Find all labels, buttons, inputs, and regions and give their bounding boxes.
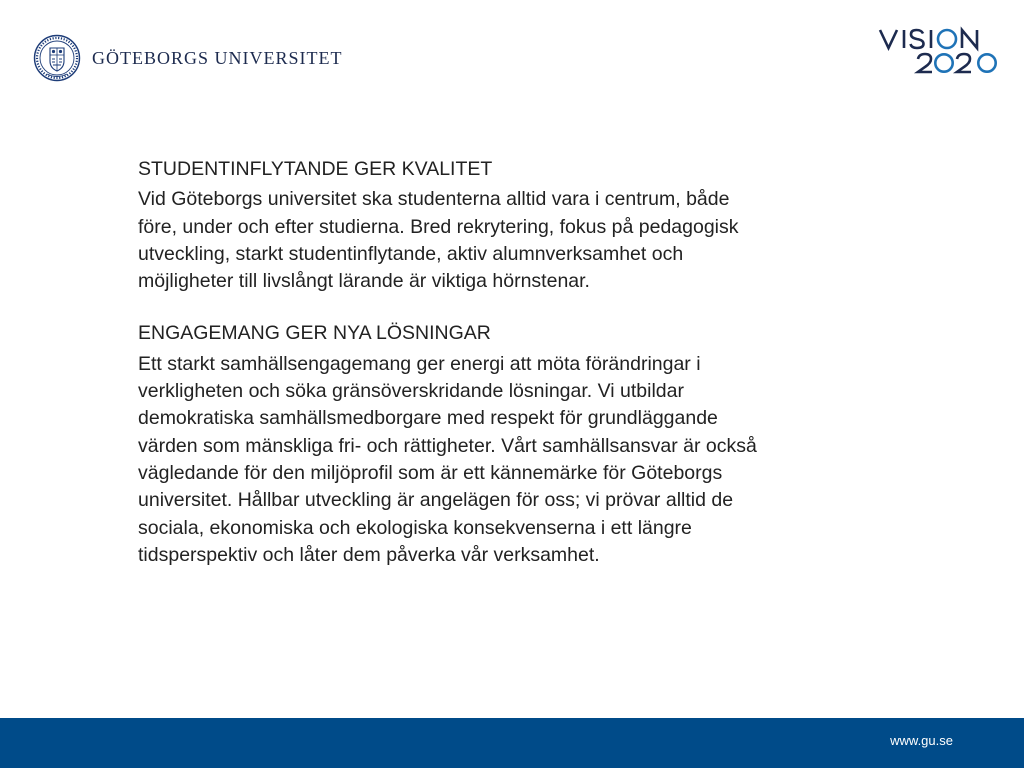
section-engagemang bbox=[138, 320, 878, 569]
section-heading: ENGAGEMANG GER NYA LÖSNINGAR bbox=[138, 322, 491, 345]
text-line: Ett starkt samhällsengagemang ger energi att möta förändringar i bbox=[138, 352, 701, 375]
text-line: möjligheter till livslångt lärande är viktiga hörnstenar. bbox=[138, 270, 590, 293]
text-line: värden som mänskliga fri- och rättigheter. Vårt samhällsansvar är också bbox=[138, 434, 757, 457]
text-line: tidsperspektiv och låter dem påverka vår verksamhet. bbox=[138, 543, 600, 566]
section-studentinflytande bbox=[138, 156, 878, 295]
text-line: utveckling, starkt studentinflytande, aktiv alumnverksamhet och bbox=[138, 242, 684, 265]
university-seal-icon bbox=[33, 34, 81, 82]
text-line: demokratiska samhällsmedborgare med respekt för grundläggande bbox=[138, 407, 718, 430]
text-line: sociala, ekonomiska och ekologiska konsekvenserna i ett längre bbox=[138, 516, 692, 539]
text-line: vägledande för den miljöprofil som är ett kännemärke för Göteborgs bbox=[138, 461, 723, 484]
university-logo bbox=[33, 33, 343, 83]
text-line: verkligheten och söka gränsöverskridande lösningar. Vi utbildar bbox=[138, 380, 684, 403]
university-name: GÖTEBORGS UNIVERSITET bbox=[92, 47, 343, 68]
footer-bar bbox=[0, 718, 1024, 768]
main-content bbox=[138, 156, 878, 569]
footer-url-link[interactable]: www.gu.se bbox=[890, 733, 953, 748]
text-line: universitet. Hållbar utveckling är angelägen för oss; vi prövar alltid de bbox=[138, 489, 734, 512]
section-paragraph bbox=[138, 351, 878, 569]
text-line: före, under och efter studierna. Bred rekrytering, fokus på pedagogisk bbox=[138, 215, 739, 238]
text-line: Vid Göteborgs universitet ska studenterna alltid vara i centrum, både bbox=[138, 188, 730, 211]
section-paragraph bbox=[138, 186, 878, 295]
vision-2020-logo bbox=[878, 26, 1003, 78]
section-heading: STUDENTINFLYTANDE GER KVALITET bbox=[138, 158, 493, 180]
